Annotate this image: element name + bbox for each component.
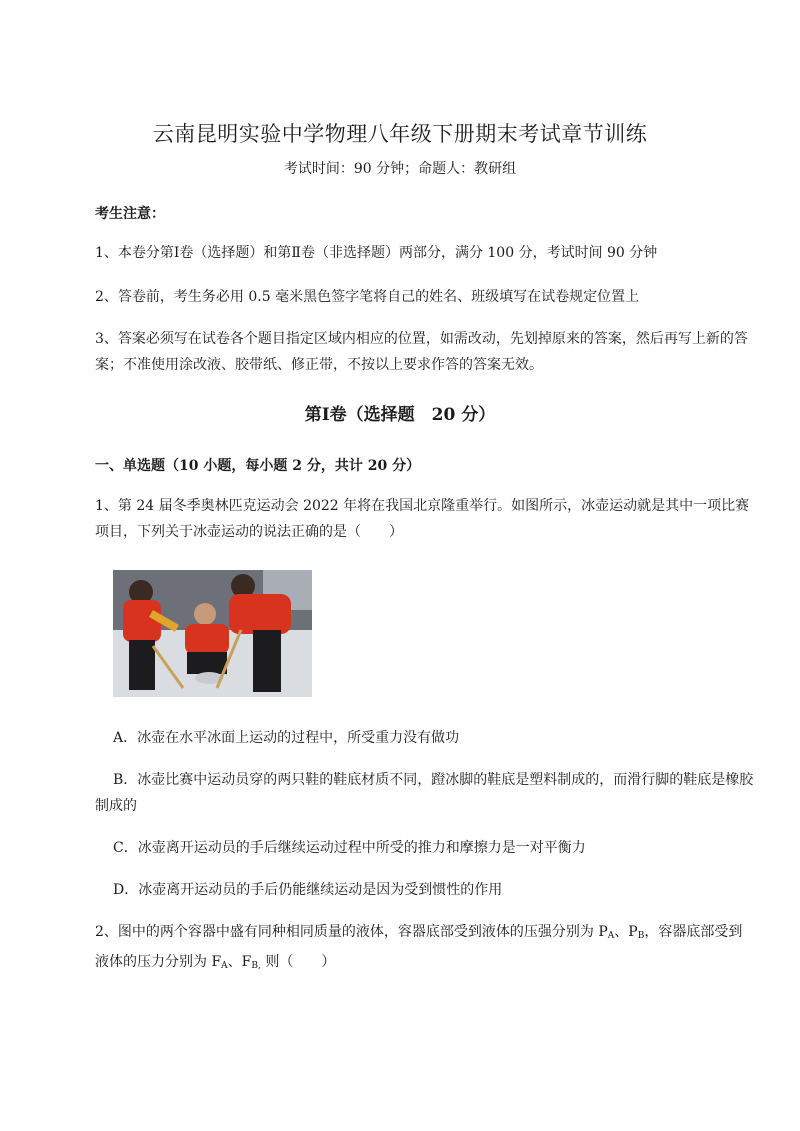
question-1-option-b: B．冰壶比赛中运动员穿的两只鞋的鞋底材质不同，蹬冰脚的鞋底是塑料制成的，而滑行脚的鞋底是橡胶制成的 xyxy=(95,772,754,814)
question-2-stem xyxy=(95,919,755,979)
notice-item-3: 3、答案必须写在试卷各个题目指定区域内相应的位置，如需改动，先划掉原来的答案，然后再写上新的答案；不准使用涂改液、胶带纸、修正带，不按以上要求作答的答案无效。 xyxy=(95,331,748,373)
notice-item-2: 2、答卷前，考生务必用 0.5 毫米黑色签字笔将自己的姓名、班级填写在试卷规定位置上 xyxy=(95,289,640,305)
question-1-stem: 1、第 24 届冬季奥林匹克运动会 2022 年将在我国北京隆重举行。如图所示，冰壶运动就是其中一项比赛项目，下列关于冰壶运动的说法正确的是（ ） xyxy=(95,498,750,540)
notice-item-1: 1、本卷分第Ⅰ卷（选择题）和第Ⅱ卷（非选择题）两部分，满分 100 分，考试时间 90 分钟 xyxy=(95,245,658,261)
question-1-option-c: C．冰壶离开运动员的手后继续运动过程中所受的推力和摩擦力是一对平衡力 xyxy=(113,840,586,856)
curling-illustration xyxy=(113,570,312,697)
question-2-text-1: 2、图中的两个容器中盛有同种相同质量的液体，容器底部受到液体的压强分别为 P xyxy=(95,924,608,940)
question-2-text-3: 则（ ） xyxy=(260,954,336,970)
question-2-text-2: ，容器底部受到液体的压力分别为 F xyxy=(95,924,743,970)
subscript-b: B xyxy=(637,931,645,941)
notice-heading: 考生注意： xyxy=(95,206,165,222)
exam-title: 云南昆明实验中学物理八年级下册期末考试章节训练 xyxy=(152,122,648,146)
subscript-b-force: B, xyxy=(251,961,261,971)
section-title: 第Ⅰ卷（选择题 20 分） xyxy=(304,405,496,425)
question-2-separator-1: 、P xyxy=(614,924,638,940)
subscript-a: A xyxy=(607,931,615,941)
subscript-a-force: A xyxy=(221,961,228,971)
exam-subtitle: 考试时间：90 分钟；命题人：教研组 xyxy=(283,161,517,177)
part-heading: 一、单选题（10 小题，每小题 2 分，共计 20 分） xyxy=(95,458,421,474)
curling-photo xyxy=(113,570,312,697)
question-1-option-d: D．冰壶离开运动员的手后仍能继续运动是因为受到惯性的作用 xyxy=(113,882,503,898)
question-1-option-a: A．冰壶在水平冰面上运动的过程中，所受重力没有做功 xyxy=(113,730,460,746)
question-2-separator-2: 、F xyxy=(227,954,252,970)
